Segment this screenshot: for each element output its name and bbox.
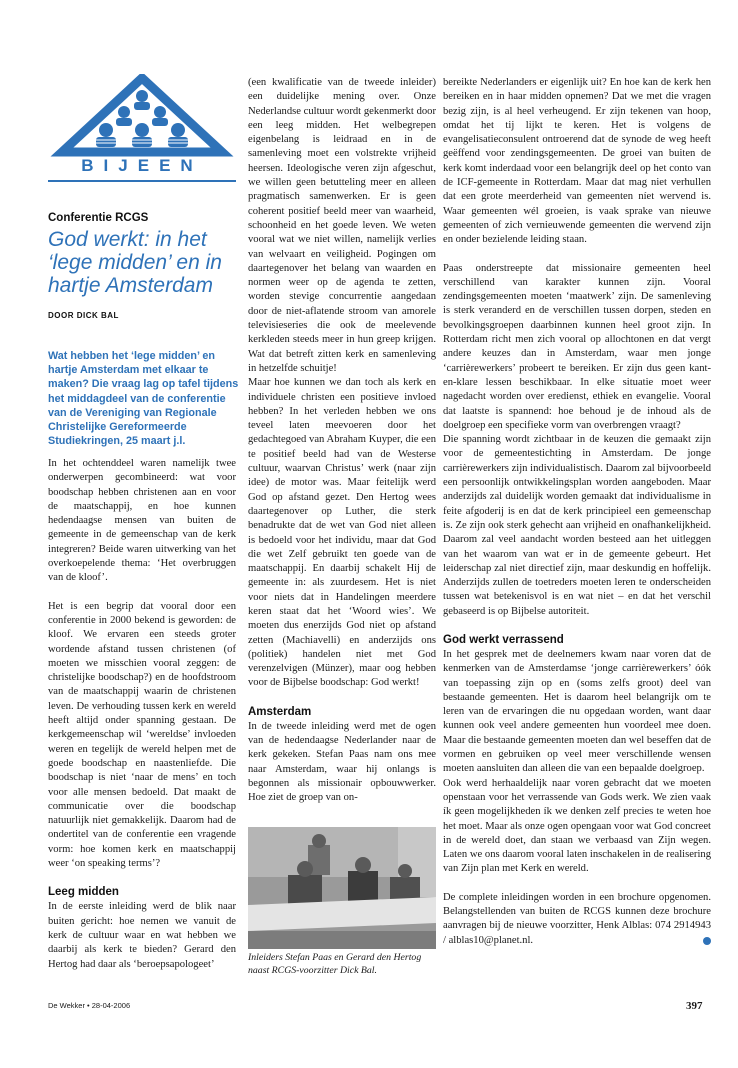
logo-wordmark: BIJEEN <box>81 156 203 175</box>
paragraph: Ook werd herhaaldelijk naar voren gebracht dat we moeten openstaan voor het verrassende van Gods werk. We zien vaak ík geen mogelijkheden ík we denken zelf precies te weten hoe het moet. Maar als onze ogen opengaan voor wat God concreet in de wereld doet, dan staan we verbaasd van Zijn wegen. Laten we ons daarom vooral laten inschakelen in de realisering van Zijn plan met Kerk en wereld. <box>443 777 711 875</box>
photo-caption: Inleiders Stefan Paas en Gerard den Hertog naast RCGS-voorzitter Dick Bal. <box>248 952 422 976</box>
paragraph: (een kwalificatie van de tweede inleider) een duidelijke mening over. Onze Nederlandse cultuur wordt gekenmerkt door een leeg midden. Het welbegrepen eigenbelang is leidraad en in de samenleving moet een volstrekte vrijheid heersen. Ideologische veren zijn afgeschut, we willen geen betutteling meer en alleen pragmatisch samenwerken. Er is geen coherent positief beeld meer van waarheid, schoonheid en het goede leven. We weten vooral wat we niet willen, namelijk verlies van welvaart en veiligheid. Pogingen om daartegenover het belang van waarden en normen weer op de agenda te zetten, worden stevige concurrentie aangedaan door de niet-aflatende stroom van amorele televisieseries die ook de meelevende kerkleden steeds meer in hun greep krijgen. Wat dat betreft zitten kerk en samenleving in hetzelfde schuitje! <box>248 77 436 374</box>
conference-photo <box>248 827 436 949</box>
article-title: God werkt: in het ‘lege midden’ en in hartje Amsterdam <box>48 228 222 297</box>
footer-source: De Wekker • 28-04-2006 <box>48 1001 131 1010</box>
paragraph: bereikte Nederlanders er eigenlijk uit? En hoe kan de kerk hen bereiken en in haar midden opnemen? Dat we met die vragen bezig zijn, is al heel verheugend. Er zijn tekenen van hoop, omdat het tij lijkt te keren. Het is volgens de evangelisatieconsulent ontroerend dat de synode de weg heeft geëffend voor zendingsgemeenten. De groei van buiten de kerk komt inderdaad voor een belangrijk deel op het conto van de ICF-gemeente in Rotterdam. Maar dat mag niet verhullen dat een grote meerderheid van gemeenten níet wervend is. Waar gemeenten wél groeien, is vaak sprake van nieuwe gemeenten of zich vernieuwende gemeenten die wervend zijn en onder bezielende leiding staan. <box>443 77 711 246</box>
article-byline: DOOR DICK BAL <box>48 311 119 320</box>
column-1 <box>48 457 236 972</box>
section-heading: Leeg midden <box>48 886 119 899</box>
paragraph: Die spanning wordt zichtbaar in de keuzen die gemaakt zijn voor de gemeentestichting in Amsterdam. De jonge carrièrewerkers zijn individualistisch. Daarom zal bijvoorbeeld een persoonlijk ontwikkelingsplan worden aangeboden. Maar anderzijds zal duidelijk worden gemaakt dat individualisme in feite afgoderij is en dat de kerk principieel een gemeenschap is. Ze zijn ook sterk gehecht aan vrijheid en onafhankelijkheid. Daarom zal veel aandacht worden besteed aan het uitleggen van het waarom van wat er in de gemeente gebeurt. Het leiderschap zal niet directief zijn, maar deskundig en hoffelijk. Anderzijds zullen de toetreders moeten leren te onderscheiden tussen wat betekenisvol is en wat niet – en dat het verschil gebaseerd is op Bijbelse autoriteit. <box>443 434 711 617</box>
article-intro: Wat hebben het ‘lege midden’ en hartje Amsterdam met elkaar te maken? Die vraag lag op tafel tijdens het middagdeel van de conferentie van de Vereniging van Regionale Christelijke Gereformeerde Studiekringen, 25 maart j.l. <box>48 350 239 448</box>
end-mark-icon <box>703 937 711 945</box>
paragraph: Maar hoe kunnen we dan toch als kerk en individuele christen een positieve invloed hebben? In het verleden hebben we ons teveel laten meevoeren door het gedachtegoed van Abraham Kuyper, die een te positief beeld had van de Westerse cultuur, waarvan Christus’ werk (naar zijn idee) de motor was. Maar feitelijk werd God op afstand gezet. Den Hertog wees daartegenover op Luther, die sterk benadrukte dat de wet van God niet alleen is bedoeld voor het individu, maar dat God die wet Zelf gebruikt ten goede van de maatschappij. En daarbij schakelt Hij de gemeente in: als zuurdesem. Het is niet voor niets dat in Handelingen meerdere keren staat dat het ‘Woord wies’. We moeten dus enerzijds God niet op afstand zetten (Machiavelli) en anderzijds ons (politiek) handelen niet met God verenzelvigen (Münzer), maar oog hebben voor de Bijbelse boodschap: God werkt! <box>248 377 436 689</box>
column-3 <box>443 76 711 948</box>
logo-underline <box>48 180 236 182</box>
paragraph: In de tweede inleiding werd met de ogen van de hedendaagse Nederlander naar de kerk gekeken. Stefan Paas nam ons mee naar Amsterdam, waar hij onlangs is begonnen als missionair opbouwwerker. Hoe ziet de groep van on- <box>248 720 436 804</box>
paragraph <box>443 891 711 948</box>
paragraph: In het ochtenddeel waren namelijk twee onderwerpen gecombineerd: wat voor boodschap hebben christenen aan en voor de maatschappij, en hoe kunnen hedendaagse mensen van buiten de gemeente in de gemeenschap van de kerk integreren? Beide waren uitwerking van het overkoepelende thema: ‘Het overbruggen van de kloof’. <box>48 458 236 584</box>
paragraph-text: De complete inleidingen worden in een brochure opgenomen. Belangstellenden van buiten de RCGS kunnen deze brochure aanvragen bij de nieuwe voorzitter, Henk Alblas: 074 2914943 / alblas10@planet.nl. <box>443 891 711 946</box>
paragraph: Paas onderstreepte dat missionaire gemeenten heel verschillend van karakter kunnen zijn. Vooral zendingsgemeenten moeten ‘maatwerk’ zijn. De samenleving is sterk veranderd en de verschillen tussen dorpen, steden en bevolkingsgroepen daarbinnen kunnen heel groot zijn. In Rotterdam richt men zich vooral op allochtonen en dat vergt andere keuzes dan in Amsterdam, waar men jonge ‘carrièrewerkers’ probeert te bereiken. Er zijn dus geen kant-en-klare lessen beschikbaar. In elke situatie moet weer nagedacht worden over eredienst, ethiek en evangelie. Vooral dat laatste is spannend: hoe behoud je de inhoud als de doelgroep een specifieke vorm van overbrengen vraagt? <box>443 262 711 431</box>
paragraph: In het gesprek met de deelnemers kwam naar voren dat de kenmerken van de Amsterdamse ‘jonge carrièrewerkers’ óók van toepassing zijn op en (soms zelfs groot) deel van bestaande gemeenten. Het is daarom heel belangrijk om te leren van de ervaringen die nu opgedaan worden, want daar kunnen ook veel andere gemeenten hun voordeel mee doen. Maar die bestaande gemeenten moeten dan wel beseffen dat de vormen en gebruiken op veel meer verschillende wensen moeten aansluiten dan alleen die van een bepaalde doelgroep. <box>443 648 711 775</box>
section-heading: God werkt verrassend <box>443 633 564 646</box>
article-kicker: Conferentie RCGS <box>48 212 149 224</box>
paragraph: Het is een begrip dat vooral door een conferentie in 2000 bekend is geworden: de kloof. We ervaren een steeds groter wordende afstand tussen christenen (of moeten we misschien vooral zeggen: de christelijke boodschap?) en de hoofdstroom van de maatschappij waarin de christenen leven. De verhouding tussen kerk en wereld heeft altijd onder spanning gestaan. De kerkgemeenschap wil ‘wereldse’ invloeden weren en tegelijk de wereld helpen met de goede boodschap en naastenliefde. Die boodschap is niet ‘naar de mens’ en toch voor alle mensen bedoeld. Dat maakt de communicatie over die boodschap natuurlijk niet gemakkelijk. Daarom had de ondertitel van de conferentie een vragende vorm: hoe komen kerk en maatschappij weer ‘on speaking terms’? <box>48 600 236 870</box>
page-number: 397 <box>686 1000 703 1012</box>
section-heading: Amsterdam <box>248 705 312 718</box>
column-2 <box>248 76 436 806</box>
paragraph: In de eerste inleiding werd de blik naar buiten gericht: hoe nemen we vanuit de kerk de cultuur waar en wat hebben we daarbij als kerk te bieden? Gerard den Hertog had daar als ‘beroepsapologeet’ <box>48 901 236 970</box>
